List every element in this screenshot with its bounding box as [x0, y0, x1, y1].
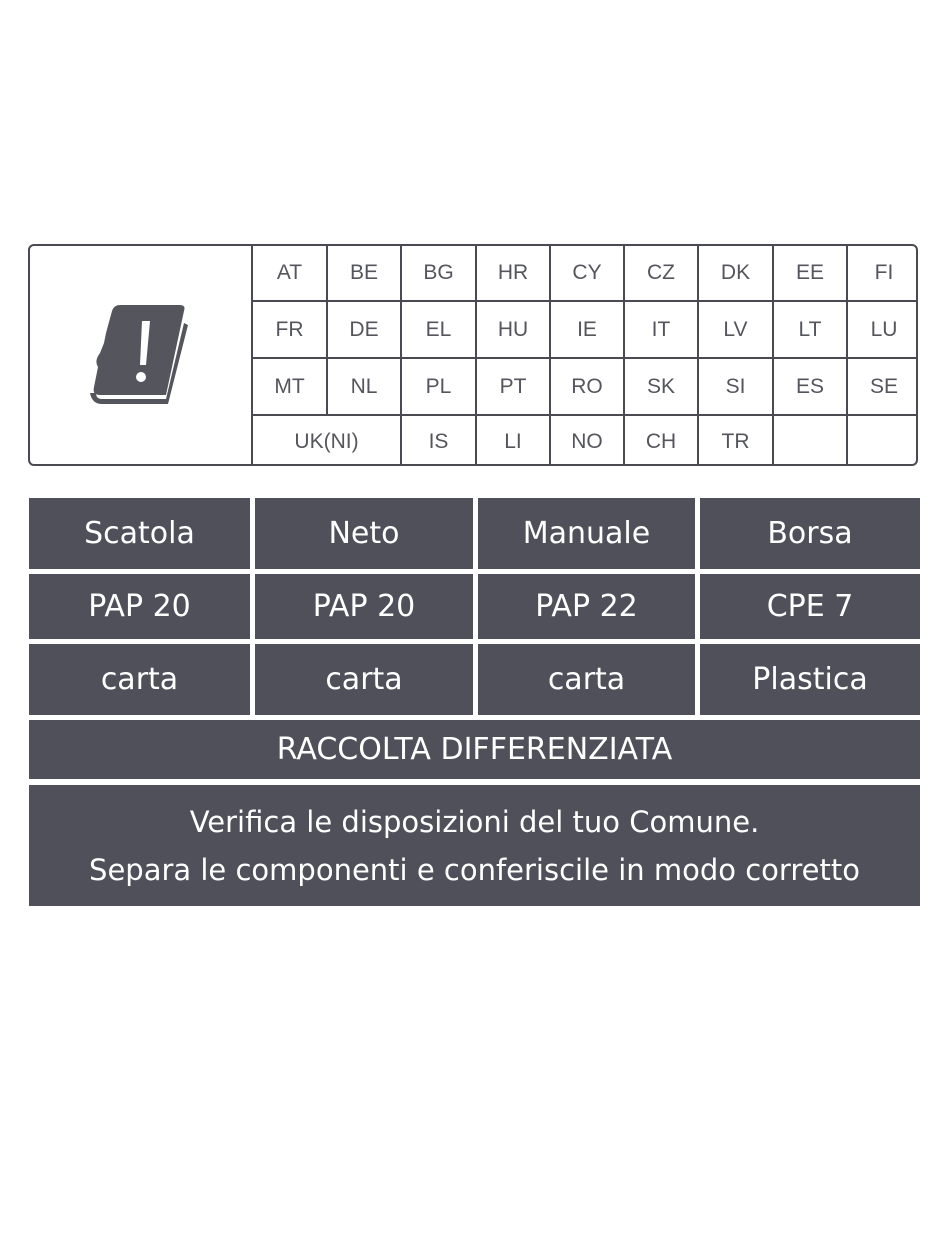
component-name: Borsa — [700, 498, 920, 569]
material-type: Plastica — [700, 644, 920, 715]
country-code: TR — [699, 416, 774, 466]
country-code: NO — [551, 416, 625, 466]
country-code: BE — [328, 246, 402, 302]
country-code: AT — [253, 246, 328, 302]
material-type: carta — [29, 644, 250, 715]
material-type: carta — [478, 644, 695, 715]
country-code: DK — [699, 246, 774, 302]
country-code: BG — [402, 246, 477, 302]
country-code: IT — [625, 302, 699, 359]
component-name: Neto — [255, 498, 473, 569]
country-code: PT — [477, 359, 551, 416]
notice-line-2: Separa le componenti e conferiscile in modo corretto — [89, 852, 860, 887]
empty-cell — [774, 416, 848, 466]
country-code: CZ — [625, 246, 699, 302]
country-code: IS — [402, 416, 477, 466]
country-code: MT — [253, 359, 328, 416]
country-list-box — [28, 244, 918, 466]
country-code: IE — [551, 302, 625, 359]
material-type: carta — [255, 644, 473, 715]
component-name: Manuale — [478, 498, 695, 569]
country-code: ES — [774, 359, 848, 416]
material-code: PAP 20 — [255, 574, 473, 639]
country-code: LV — [699, 302, 774, 359]
country-code: PL — [402, 359, 477, 416]
disposal-notice — [29, 785, 920, 906]
empty-cell — [848, 416, 918, 466]
country-code: SE — [848, 359, 918, 416]
country-code: SI — [699, 359, 774, 416]
country-code: HU — [477, 302, 551, 359]
country-code: CH — [625, 416, 699, 466]
country-code: UK(NI) — [253, 416, 402, 466]
raccolta-banner: RACCOLTA DIFFERENZIATA — [29, 720, 920, 779]
country-code: HR — [477, 246, 551, 302]
country-code: FR — [253, 302, 328, 359]
country-code: CY — [551, 246, 625, 302]
country-code: LI — [477, 416, 551, 466]
country-code: LT — [774, 302, 848, 359]
country-code: RO — [551, 359, 625, 416]
notice-line-1: Verifica le disposizioni del tuo Comune. — [189, 804, 760, 839]
material-code: PAP 20 — [29, 574, 250, 639]
country-code: NL — [328, 359, 402, 416]
country-code: SK — [625, 359, 699, 416]
country-code: EE — [774, 246, 848, 302]
country-code: LU — [848, 302, 918, 359]
component-name: Scatola — [29, 498, 250, 569]
country-code: FI — [848, 246, 918, 302]
country-code: DE — [328, 302, 402, 359]
manual-icon-cell — [30, 246, 253, 464]
country-code: EL — [402, 302, 477, 359]
material-code: PAP 22 — [478, 574, 695, 639]
manual-warning-icon — [86, 303, 196, 407]
material-code: CPE 7 — [700, 574, 920, 639]
